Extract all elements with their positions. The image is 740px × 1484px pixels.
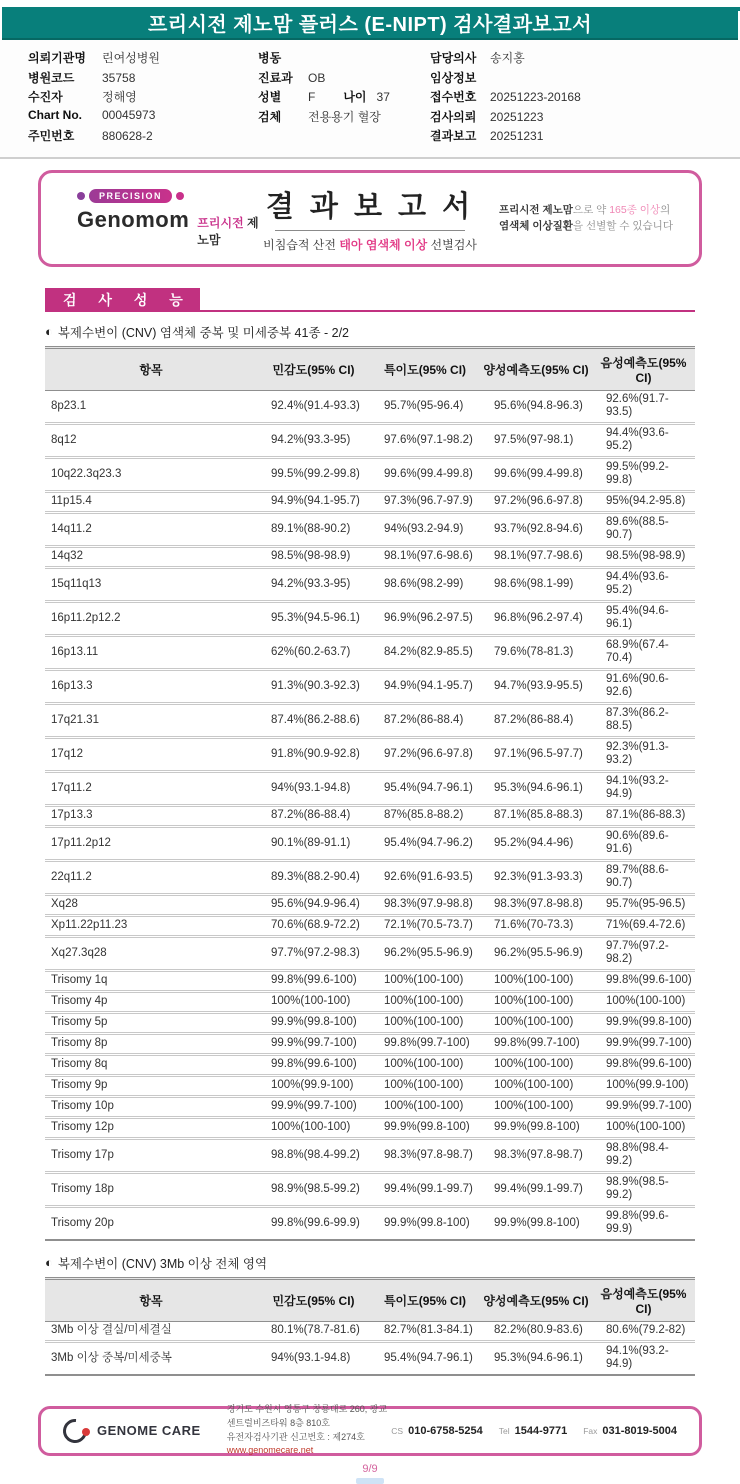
value-cell: 95.4%(94.7-96.1) xyxy=(370,771,480,805)
value-cell: 100%(100-100) xyxy=(480,970,592,991)
value-cell: 97.1%(96.5-97.7) xyxy=(480,737,592,771)
value-cell: 87.1%(86-88.3) xyxy=(592,805,695,826)
footer-contacts xyxy=(391,1425,677,1437)
row-label-cell: Trisomy 20p xyxy=(45,1206,257,1240)
contact-fax: Fax 031-8019-5004 xyxy=(583,1424,677,1437)
value-cell: 100%(100-100) xyxy=(480,1075,592,1096)
value-cell: 92.4%(91.4-93.3) xyxy=(257,390,370,423)
value-cell: 91.6%(90.6-92.6) xyxy=(592,669,695,703)
value-cell: 94.7%(93.9-95.5) xyxy=(480,669,592,703)
column-header: 음성예측도(95% CI) xyxy=(592,347,695,390)
value-cell: 98.5%(98-98.9) xyxy=(257,546,370,567)
row-label-cell: 3Mb 이상 중복/미세중복 xyxy=(45,1341,257,1375)
row-label-cell: Trisomy 8p xyxy=(45,1033,257,1054)
row-label-cell: Trisomy 4p xyxy=(45,991,257,1012)
value-cell: 90.6%(89.6-91.6) xyxy=(592,826,695,860)
value-cell: 100%(100-100) xyxy=(370,1075,480,1096)
row-label-cell: 17q11.2 xyxy=(45,771,257,805)
value-cell: 97.5%(97-98.1) xyxy=(480,423,592,457)
table-row xyxy=(45,1341,695,1375)
value-cell: 80.1%(78.7-81.6) xyxy=(257,1321,370,1341)
value-cell: 100%(100-100) xyxy=(370,1096,480,1117)
field-label: 병원코드 xyxy=(28,70,75,85)
row-label-cell: Trisomy 12p xyxy=(45,1117,257,1138)
value-cell: 99.8%(99.7-100) xyxy=(480,1033,592,1054)
row-label-cell: 22q11.2 xyxy=(45,860,257,894)
value-cell: 100%(100-100) xyxy=(480,1096,592,1117)
value-cell: 87.4%(86.2-88.6) xyxy=(257,703,370,737)
field-value-age: 37 xyxy=(376,90,390,104)
value-cell: 94.9%(94.1-95.7) xyxy=(257,491,370,512)
value-cell: 90.1%(89-91.1) xyxy=(257,826,370,860)
value-cell: 68.9%(67.4-70.4) xyxy=(592,635,695,669)
field-clinical-info xyxy=(430,69,740,89)
value-cell: 62%(60.2-63.7) xyxy=(257,635,370,669)
table-row xyxy=(45,1172,695,1206)
field-label: 검체 xyxy=(258,109,282,124)
row-label-cell: 16p11.2p12.2 xyxy=(45,601,257,635)
value-cell: 95.3%(94.6-96.1) xyxy=(480,771,592,805)
value-cell: 71.6%(70-73.3) xyxy=(480,915,592,936)
field-value: F xyxy=(308,90,316,104)
field-value: 전용용기 혈장 xyxy=(308,109,381,124)
value-cell: 99.4%(99.1-99.7) xyxy=(480,1172,592,1206)
field-label: 병동 xyxy=(258,51,282,65)
page-number: 9/9 xyxy=(362,1462,378,1475)
row-label-cell: Trisomy 1q xyxy=(45,970,257,991)
field-value: 00045973 xyxy=(102,107,156,122)
value-cell: 87.2%(86-88.4) xyxy=(257,805,370,826)
field-label: 수진자 xyxy=(28,90,63,104)
value-cell: 99.8%(99.6-100) xyxy=(257,970,370,991)
value-cell: 93.7%(92.8-94.6) xyxy=(480,512,592,546)
row-label-cell: 10q22.3q23.3 xyxy=(45,457,257,491)
row-label-cell: 17p11.2p12 xyxy=(45,826,257,860)
row-label-cell: 11p15.4 xyxy=(45,491,257,512)
field-label: 접수번호 xyxy=(430,90,477,104)
value-cell: 94%(93.1-94.8) xyxy=(257,771,370,805)
value-cell: 91.3%(90.3-92.3) xyxy=(257,669,370,703)
table-row xyxy=(45,915,695,936)
section-test-performance xyxy=(45,288,695,312)
footer-website-link[interactable]: www.genomecare.net xyxy=(226,1445,314,1456)
value-cell: 89.6%(88.5-90.7) xyxy=(592,512,695,546)
row-label-cell: 3Mb 이상 결실/미세결실 xyxy=(45,1321,257,1341)
value-cell: 100%(99.9-100) xyxy=(592,1075,695,1096)
column-header: 양성예측도(95% CI) xyxy=(480,347,592,390)
value-cell: 98.3%(97.8-98.7) xyxy=(370,1138,480,1172)
report-title: 프리시전 제노맘 플러스 (E-NIPT) 검사결과보고서 xyxy=(147,14,593,36)
field-patient-name xyxy=(28,88,258,108)
half-circle-icon: ◐ xyxy=(45,1255,53,1270)
genomecare-logo-text: GENOME CARE xyxy=(97,1423,201,1438)
banner-title: 결 과 보 고 서 xyxy=(265,190,475,223)
table-row xyxy=(45,635,695,669)
value-cell: 87.2%(86-88.4) xyxy=(480,703,592,737)
value-cell: 84.2%(82.9-85.5) xyxy=(370,635,480,669)
patient-info-col3 xyxy=(430,49,740,147)
value-cell: 71%(69.4-72.6) xyxy=(592,915,695,936)
row-label-cell: 8p23.1 xyxy=(45,390,257,423)
field-label-age: 나이 xyxy=(343,90,367,104)
value-cell: 82.7%(81.3-84.1) xyxy=(370,1321,480,1341)
field-value: 35758 xyxy=(102,70,136,85)
value-cell: 96.9%(96.2-97.5) xyxy=(370,601,480,635)
value-cell: 95.3%(94.5-96.1) xyxy=(257,601,370,635)
table-row xyxy=(45,512,695,546)
value-cell: 97.3%(96.7-97.9) xyxy=(370,491,480,512)
table-row xyxy=(45,1012,695,1033)
table-row xyxy=(45,1138,695,1172)
row-label-cell: 17q21.31 xyxy=(45,703,257,737)
value-cell: 87.3%(86.2-88.5) xyxy=(592,703,695,737)
field-value: 880628-2 xyxy=(102,129,153,143)
contact-tel: Tel 1544-9771 xyxy=(498,1424,568,1437)
value-cell: 96.8%(96.2-97.4) xyxy=(480,601,592,635)
value-cell: 100%(100-100) xyxy=(370,970,480,991)
table-header-row xyxy=(45,1278,695,1321)
field-value: 린여성병원 xyxy=(102,51,160,65)
value-cell: 96.2%(95.5-96.9) xyxy=(370,936,480,970)
field-value: 송지홍 xyxy=(490,51,525,65)
field-label: 임상정보 xyxy=(430,70,477,85)
table-row xyxy=(45,991,695,1012)
field-value: OB xyxy=(308,70,326,85)
value-cell: 92.3%(91.3-93.3) xyxy=(480,860,592,894)
row-label-cell: Xq27.3q28 xyxy=(45,936,257,970)
value-cell: 98.9%(98.5-99.2) xyxy=(257,1172,370,1206)
value-cell: 95.4%(94.7-96.2) xyxy=(370,826,480,860)
value-cell: 100%(100-100) xyxy=(370,1012,480,1033)
value-cell: 87.1%(85.8-88.3) xyxy=(480,805,592,826)
value-cell: 99.9%(99.7-100) xyxy=(257,1096,370,1117)
column-header: 항목 xyxy=(45,1278,257,1321)
value-cell: 98.3%(97.9-98.8) xyxy=(370,894,480,915)
value-cell: 98.3%(97.8-98.7) xyxy=(480,1138,592,1172)
bottom-scroll-artifact xyxy=(356,1478,384,1484)
table-row xyxy=(45,669,695,703)
value-cell: 97.7%(97.2-98.3) xyxy=(257,936,370,970)
value-cell: 98.6%(98.2-99) xyxy=(370,567,480,601)
value-cell: 98.8%(98.4-99.2) xyxy=(592,1138,695,1172)
row-label-cell: 17q12 xyxy=(45,737,257,771)
field-value: 20251223 xyxy=(490,109,544,124)
row-label-cell: 15q11q13 xyxy=(45,567,257,601)
row-label-cell: 14q32 xyxy=(45,546,257,567)
row-label-cell: 14q11.2 xyxy=(45,512,257,546)
field-label: 담당의사 xyxy=(430,51,477,65)
table-row xyxy=(45,601,695,635)
value-cell: 98.6%(98.1-99) xyxy=(480,567,592,601)
value-cell: 82.2%(80.9-83.6) xyxy=(480,1321,592,1341)
patient-info-section xyxy=(0,40,740,159)
value-cell: 99.9%(99.8-100) xyxy=(370,1117,480,1138)
value-cell: 95.4%(94.6-96.1) xyxy=(592,601,695,635)
field-doctor xyxy=(430,49,740,69)
banner-subtitle: 비침습적 산전 태아 염색체 이상 선별검사 xyxy=(263,237,477,252)
value-cell: 99.4%(99.1-99.7) xyxy=(370,1172,480,1206)
value-cell: 89.3%(88.2-90.4) xyxy=(257,860,370,894)
table-row xyxy=(45,1321,695,1341)
value-cell: 92.6%(91.6-93.5) xyxy=(370,860,480,894)
value-cell: 97.7%(97.2-98.2) xyxy=(592,936,695,970)
field-label: 결과보고 xyxy=(430,129,477,143)
footer-address: 경기도 수원시 영통구 창룡대로 260, 광교 센트럴비즈타워 8층 810호 xyxy=(226,1403,388,1428)
row-label-cell: Trisomy 9p xyxy=(45,1075,257,1096)
value-cell: 100%(100-100) xyxy=(257,1117,370,1138)
cnv-3mb-table xyxy=(45,1277,695,1376)
value-cell: 94.2%(93.3-95) xyxy=(257,567,370,601)
badge-dot-icon xyxy=(77,192,85,200)
value-cell: 99.6%(99.4-99.8) xyxy=(480,457,592,491)
patient-info-col1 xyxy=(28,49,258,147)
value-cell: 95.3%(94.6-96.1) xyxy=(480,1341,592,1375)
table-row xyxy=(45,1117,695,1138)
row-label-cell: Trisomy 18p xyxy=(45,1172,257,1206)
value-cell: 97.6%(97.1-98.2) xyxy=(370,423,480,457)
row-label-cell: Trisomy 17p xyxy=(45,1138,257,1172)
table-row xyxy=(45,1033,695,1054)
value-cell: 99.9%(99.8-100) xyxy=(480,1206,592,1240)
table-row xyxy=(45,1206,695,1240)
report-title-bar xyxy=(2,7,738,40)
value-cell: 100%(100-100) xyxy=(480,1012,592,1033)
field-value: 20251231 xyxy=(490,129,544,143)
table-row xyxy=(45,771,695,805)
value-cell: 97.2%(96.6-97.8) xyxy=(480,491,592,512)
field-report-date xyxy=(430,127,740,147)
row-label-cell: Xq28 xyxy=(45,894,257,915)
field-department xyxy=(258,69,430,89)
field-label: 진료과 xyxy=(258,70,293,85)
value-cell: 98.9%(98.5-99.2) xyxy=(592,1172,695,1206)
precision-label: PRECISION xyxy=(89,189,172,203)
value-cell: 89.1%(88-90.2) xyxy=(257,512,370,546)
value-cell: 99.6%(99.4-99.8) xyxy=(370,457,480,491)
table-row xyxy=(45,390,695,423)
value-cell: 98.5%(98-98.9) xyxy=(592,546,695,567)
value-cell: 99.9%(99.8-100) xyxy=(257,1012,370,1033)
value-cell: 79.6%(78-81.3) xyxy=(480,635,592,669)
value-cell: 94.4%(93.6-95.2) xyxy=(592,567,695,601)
field-label: 의뢰기관명 xyxy=(28,51,86,65)
value-cell: 100%(99.9-100) xyxy=(257,1075,370,1096)
value-cell: 99.9%(99.8-100) xyxy=(592,1012,695,1033)
value-cell: 94.9%(94.1-95.7) xyxy=(370,669,480,703)
value-cell: 94.4%(93.6-95.2) xyxy=(592,423,695,457)
value-cell: 80.6%(79.2-82) xyxy=(592,1321,695,1341)
cnv-performance-table xyxy=(45,346,695,1241)
value-cell: 99.8%(99.6-100) xyxy=(592,970,695,991)
value-cell: 92.3%(91.3-93.2) xyxy=(592,737,695,771)
column-header: 민감도(95% CI) xyxy=(257,347,370,390)
value-cell: 99.9%(99.7-100) xyxy=(257,1033,370,1054)
value-cell: 70.6%(68.9-72.2) xyxy=(257,915,370,936)
row-label-cell: Trisomy 10p xyxy=(45,1096,257,1117)
value-cell: 99.8%(99.6-99.9) xyxy=(592,1206,695,1240)
row-label-cell: 16p13.3 xyxy=(45,669,257,703)
value-cell: 98.1%(97.6-98.6) xyxy=(370,546,480,567)
value-cell: 95.7%(95-96.5) xyxy=(592,894,695,915)
footer-address-block xyxy=(227,1403,392,1459)
field-value: 정해영 xyxy=(102,90,137,104)
column-header: 특이도(95% CI) xyxy=(370,347,480,390)
row-label-cell: 8q12 xyxy=(45,423,257,457)
value-cell: 100%(100-100) xyxy=(480,991,592,1012)
row-label-cell: Xp11.22p11.23 xyxy=(45,915,257,936)
brand-name-kr: 프리시전 제노맘 xyxy=(197,215,259,247)
value-cell: 94.1%(93.2-94.9) xyxy=(592,771,695,805)
value-cell: 72.1%(70.5-73.7) xyxy=(370,915,480,936)
genomecare-logo xyxy=(63,1418,201,1444)
field-ward xyxy=(258,49,430,69)
row-label-cell: 17p13.3 xyxy=(45,805,257,826)
patient-info-col2 xyxy=(258,49,430,147)
table-row xyxy=(45,860,695,894)
table-row xyxy=(45,894,695,915)
banner-center xyxy=(230,184,510,253)
table-row xyxy=(45,491,695,512)
field-resident-no xyxy=(28,127,258,147)
value-cell: 99.8%(99.6-100) xyxy=(592,1054,695,1075)
value-cell: 100%(100-100) xyxy=(592,1117,695,1138)
value-cell: 87.2%(86-88.4) xyxy=(370,703,480,737)
column-header: 양성예측도(95% CI) xyxy=(480,1278,592,1321)
table-row xyxy=(45,546,695,567)
table-row xyxy=(45,703,695,737)
table-header-row xyxy=(45,347,695,390)
value-cell: 94%(93.2-94.9) xyxy=(370,512,480,546)
value-cell: 95%(94.2-95.8) xyxy=(592,491,695,512)
value-cell: 100%(100-100) xyxy=(592,991,695,1012)
table-row xyxy=(45,423,695,457)
table-row xyxy=(45,936,695,970)
result-report-banner xyxy=(38,170,702,267)
field-institution xyxy=(28,49,258,69)
badge-dot-icon xyxy=(176,192,184,200)
value-cell: 99.8%(99.7-100) xyxy=(370,1033,480,1054)
value-cell: 100%(100-100) xyxy=(257,991,370,1012)
value-cell: 99.5%(99.2-99.8) xyxy=(257,457,370,491)
brand-name-en: Genomom xyxy=(77,206,190,232)
value-cell: 96.2%(95.5-96.9) xyxy=(480,936,592,970)
value-cell: 99.9%(99.8-100) xyxy=(480,1117,592,1138)
value-cell: 98.8%(98.4-99.2) xyxy=(257,1138,370,1172)
value-cell: 89.7%(88.6-90.7) xyxy=(592,860,695,894)
field-label: Chart No. xyxy=(28,107,82,122)
table-row xyxy=(45,805,695,826)
value-cell: 95.2%(94.4-96) xyxy=(480,826,592,860)
field-label: 검사의뢰 xyxy=(430,109,477,124)
value-cell: 87%(85.8-88.2) xyxy=(370,805,480,826)
section-title: 검 사 성 능 xyxy=(45,288,200,312)
value-cell: 99.8%(99.6-100) xyxy=(257,1054,370,1075)
field-sex-age xyxy=(258,88,430,108)
footer-license: 유전자검사기관 신고번호 : 제274호 xyxy=(226,1431,365,1442)
field-request-date xyxy=(430,108,740,128)
value-cell: 95.7%(95-96.4) xyxy=(370,390,480,423)
value-cell: 98.1%(97.7-98.6) xyxy=(480,546,592,567)
field-chart-no xyxy=(28,108,258,128)
field-value: 20251223-20168 xyxy=(490,90,581,104)
banner-note: 프리시전 제노맘으로 약 165종 이상의 염색체 이상질환을 선별할 수 있습니다 xyxy=(499,203,673,232)
genomecare-logo-icon xyxy=(63,1418,90,1444)
field-hospital-code xyxy=(28,69,258,89)
value-cell: 100%(100-100) xyxy=(370,991,480,1012)
table-row xyxy=(45,826,695,860)
value-cell: 94%(93.1-94.8) xyxy=(257,1341,370,1375)
value-cell: 94.2%(93.3-95) xyxy=(257,423,370,457)
value-cell: 95.6%(94.8-96.3) xyxy=(480,390,592,423)
value-cell: 92.6%(91.7-93.5) xyxy=(592,390,695,423)
value-cell: 100%(100-100) xyxy=(370,1054,480,1075)
table-row xyxy=(45,1054,695,1075)
row-label-cell: Trisomy 8q xyxy=(45,1054,257,1075)
field-label: 성별 xyxy=(258,90,282,104)
divider xyxy=(275,230,465,231)
value-cell: 99.9%(99.7-100) xyxy=(592,1033,695,1054)
value-cell: 98.3%(97.8-98.8) xyxy=(480,894,592,915)
value-cell: 100%(100-100) xyxy=(480,1054,592,1075)
column-header: 특이도(95% CI) xyxy=(370,1278,480,1321)
field-receipt-no xyxy=(430,88,740,108)
value-cell: 97.2%(96.6-97.8) xyxy=(370,737,480,771)
table-row xyxy=(45,1075,695,1096)
table1-caption xyxy=(45,323,695,341)
field-specimen xyxy=(258,108,430,128)
top-teal-strip xyxy=(178,7,740,11)
row-label-cell: Trisomy 5p xyxy=(45,1012,257,1033)
value-cell: 95.6%(94.9-96.4) xyxy=(257,894,370,915)
table-row xyxy=(45,567,695,601)
contact-cs: CS 010-6758-5254 xyxy=(391,1424,483,1437)
table-row xyxy=(45,970,695,991)
footer xyxy=(38,1403,702,1456)
value-cell: 99.8%(99.6-99.9) xyxy=(257,1206,370,1240)
field-label: 주민번호 xyxy=(28,129,75,143)
column-header: 음성예측도(95% CI) xyxy=(592,1278,695,1321)
value-cell: 99.5%(99.2-99.8) xyxy=(592,457,695,491)
table-row xyxy=(45,1096,695,1117)
half-circle-icon: ◐ xyxy=(45,324,53,339)
value-cell: 95.4%(94.7-96.1) xyxy=(370,1341,480,1375)
value-cell: 99.9%(99.7-100) xyxy=(592,1096,695,1117)
value-cell: 99.9%(99.8-100) xyxy=(370,1206,480,1240)
table1-caption-text: 복제수변이 (CNV) 염색체 중복 및 미세중복 41종 - 2/2 xyxy=(57,325,350,340)
row-label-cell: 16p13.11 xyxy=(45,635,257,669)
column-header: 항목 xyxy=(45,347,257,390)
value-cell: 91.8%(90.9-92.8) xyxy=(257,737,370,771)
table-row xyxy=(45,737,695,771)
column-header: 민감도(95% CI) xyxy=(257,1278,370,1321)
table-row xyxy=(45,457,695,491)
value-cell: 94.1%(93.2-94.9) xyxy=(592,1341,695,1375)
table2-caption-text: 복제수변이 (CNV) 3Mb 이상 전체 영역 xyxy=(57,1256,268,1271)
table2-caption xyxy=(45,1254,695,1272)
